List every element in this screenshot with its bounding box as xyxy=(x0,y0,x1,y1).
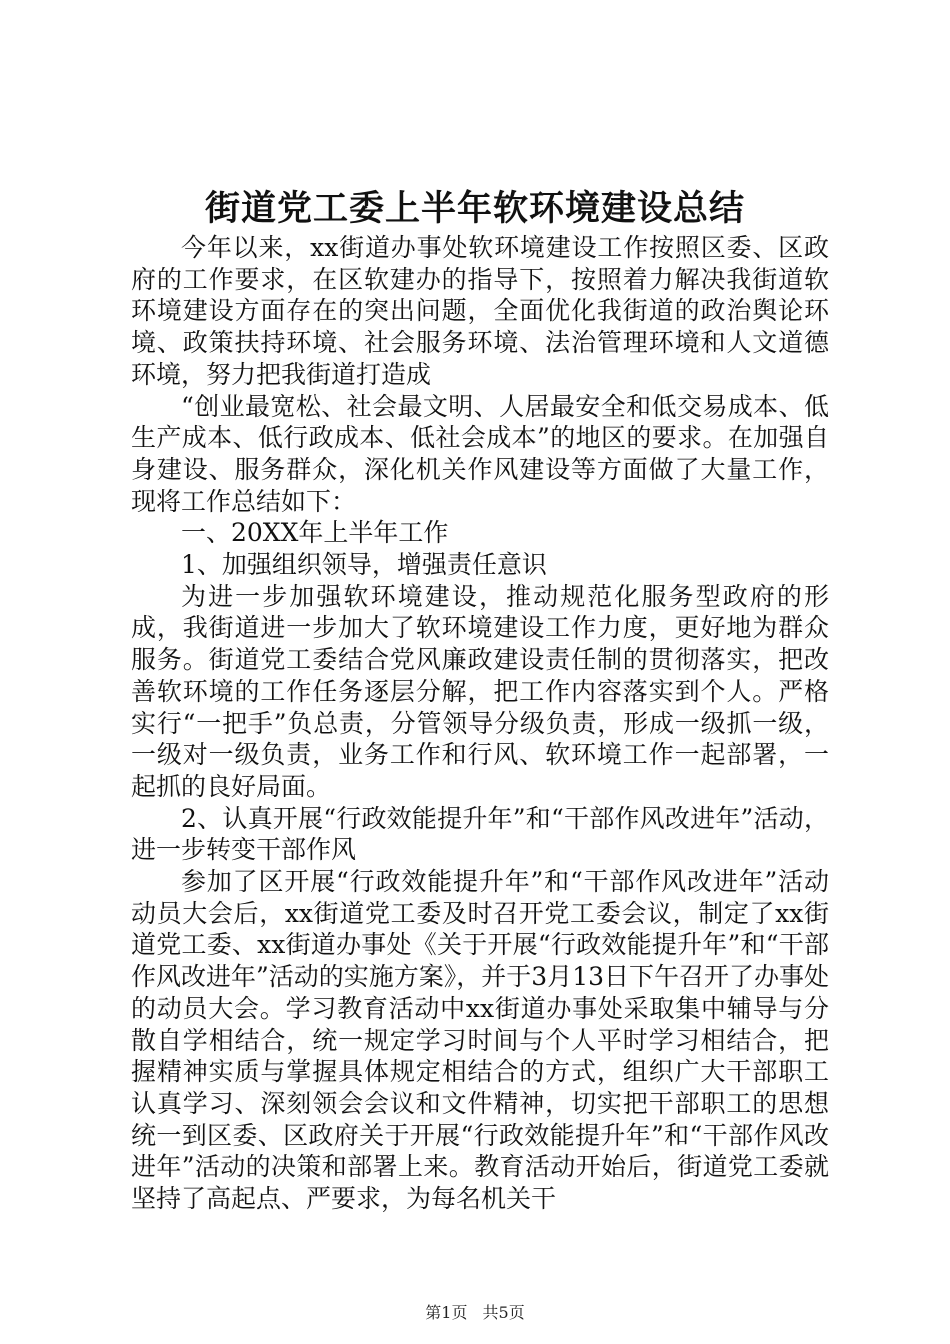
section-heading: 一、20XX年上半年工作 xyxy=(181,518,449,548)
paragraph: 参加了区开展“行政效能提升年”和“干部作风改进年”活动动员大会后，xx街道党工委及时召开党工委会议，制定了xx街道党工委、xx街道办事处《关于开展“行政效能提升年”和“干部作风改进年”活动的实施方案》，并于3月13日下午召开了办事处的动员大会。学习教育活动中xx街道办事处采取集中辅导与分散自学相结合，统一规定学习时间与个人平时学习相结合，把握精神实质与掌握具体规定相结合的方式，组织广大干部职工认真学习、深刻领会会议和文件精神，切实把干部职工的思想统一到区委、区政府关于开展“行政效能提升年”和“干部作风改进年”活动的决策和部署上来。教育活动开始后，街道党工委就坚持了高起点、严要求，为每名机关干 xyxy=(131,867,830,1214)
paragraph-intro: 今年以来，xx街道办事处软环境建设工作按照区委、区政府的工作要求，在区软建办的指导下，按照着力解决我街道软环境建设方面存在的突出问题，全面优化我街道的政治舆论环境、政策扶持环境、社会服务环境、法治管理环境和人文道德环境，努力把我街道打造成 xyxy=(131,233,829,389)
document-body xyxy=(131,232,829,1215)
page-total: 共5页 xyxy=(482,1303,525,1322)
document-title: 街道党工委上半年软环境建设总结 xyxy=(204,188,745,229)
paragraph: 为进一步加强软环境建设，推动规范化服务型政府的形成，我街道进一步加大了软环境建设工作力度，更好地为群众服务。街道党工委结合党风廉政建设责任制的贯彻落实，把改善软环境的工作任务逐层分解，把工作内容落实到个人。严格实行“一把手”负总责，分管领导分级负责，形成一级抓一级，一级对一级负责，业务工作和行风、软环境工作一起部署，一起抓的良好局面。 xyxy=(131,581,829,801)
subsection-heading: 2、认真开展“行政效能提升年”和“干部作风改进年”活动，进一步转变干部作风 xyxy=(131,803,829,865)
paragraph-intro-continued: “创业最宽松、社会最文明、人居最安全和低交易成本、低生产成本、低行政成本、低社会成本”的地区的要求。在加强自身建设、服务群众，深化机关作风建设等方面做了大量工作，现将工作总结如下： xyxy=(131,391,829,516)
page-number: 第1页 xyxy=(425,1303,468,1322)
subsection-heading: 1、加强组织领导，增强责任意识 xyxy=(181,550,547,580)
page-footer xyxy=(0,1302,950,1324)
